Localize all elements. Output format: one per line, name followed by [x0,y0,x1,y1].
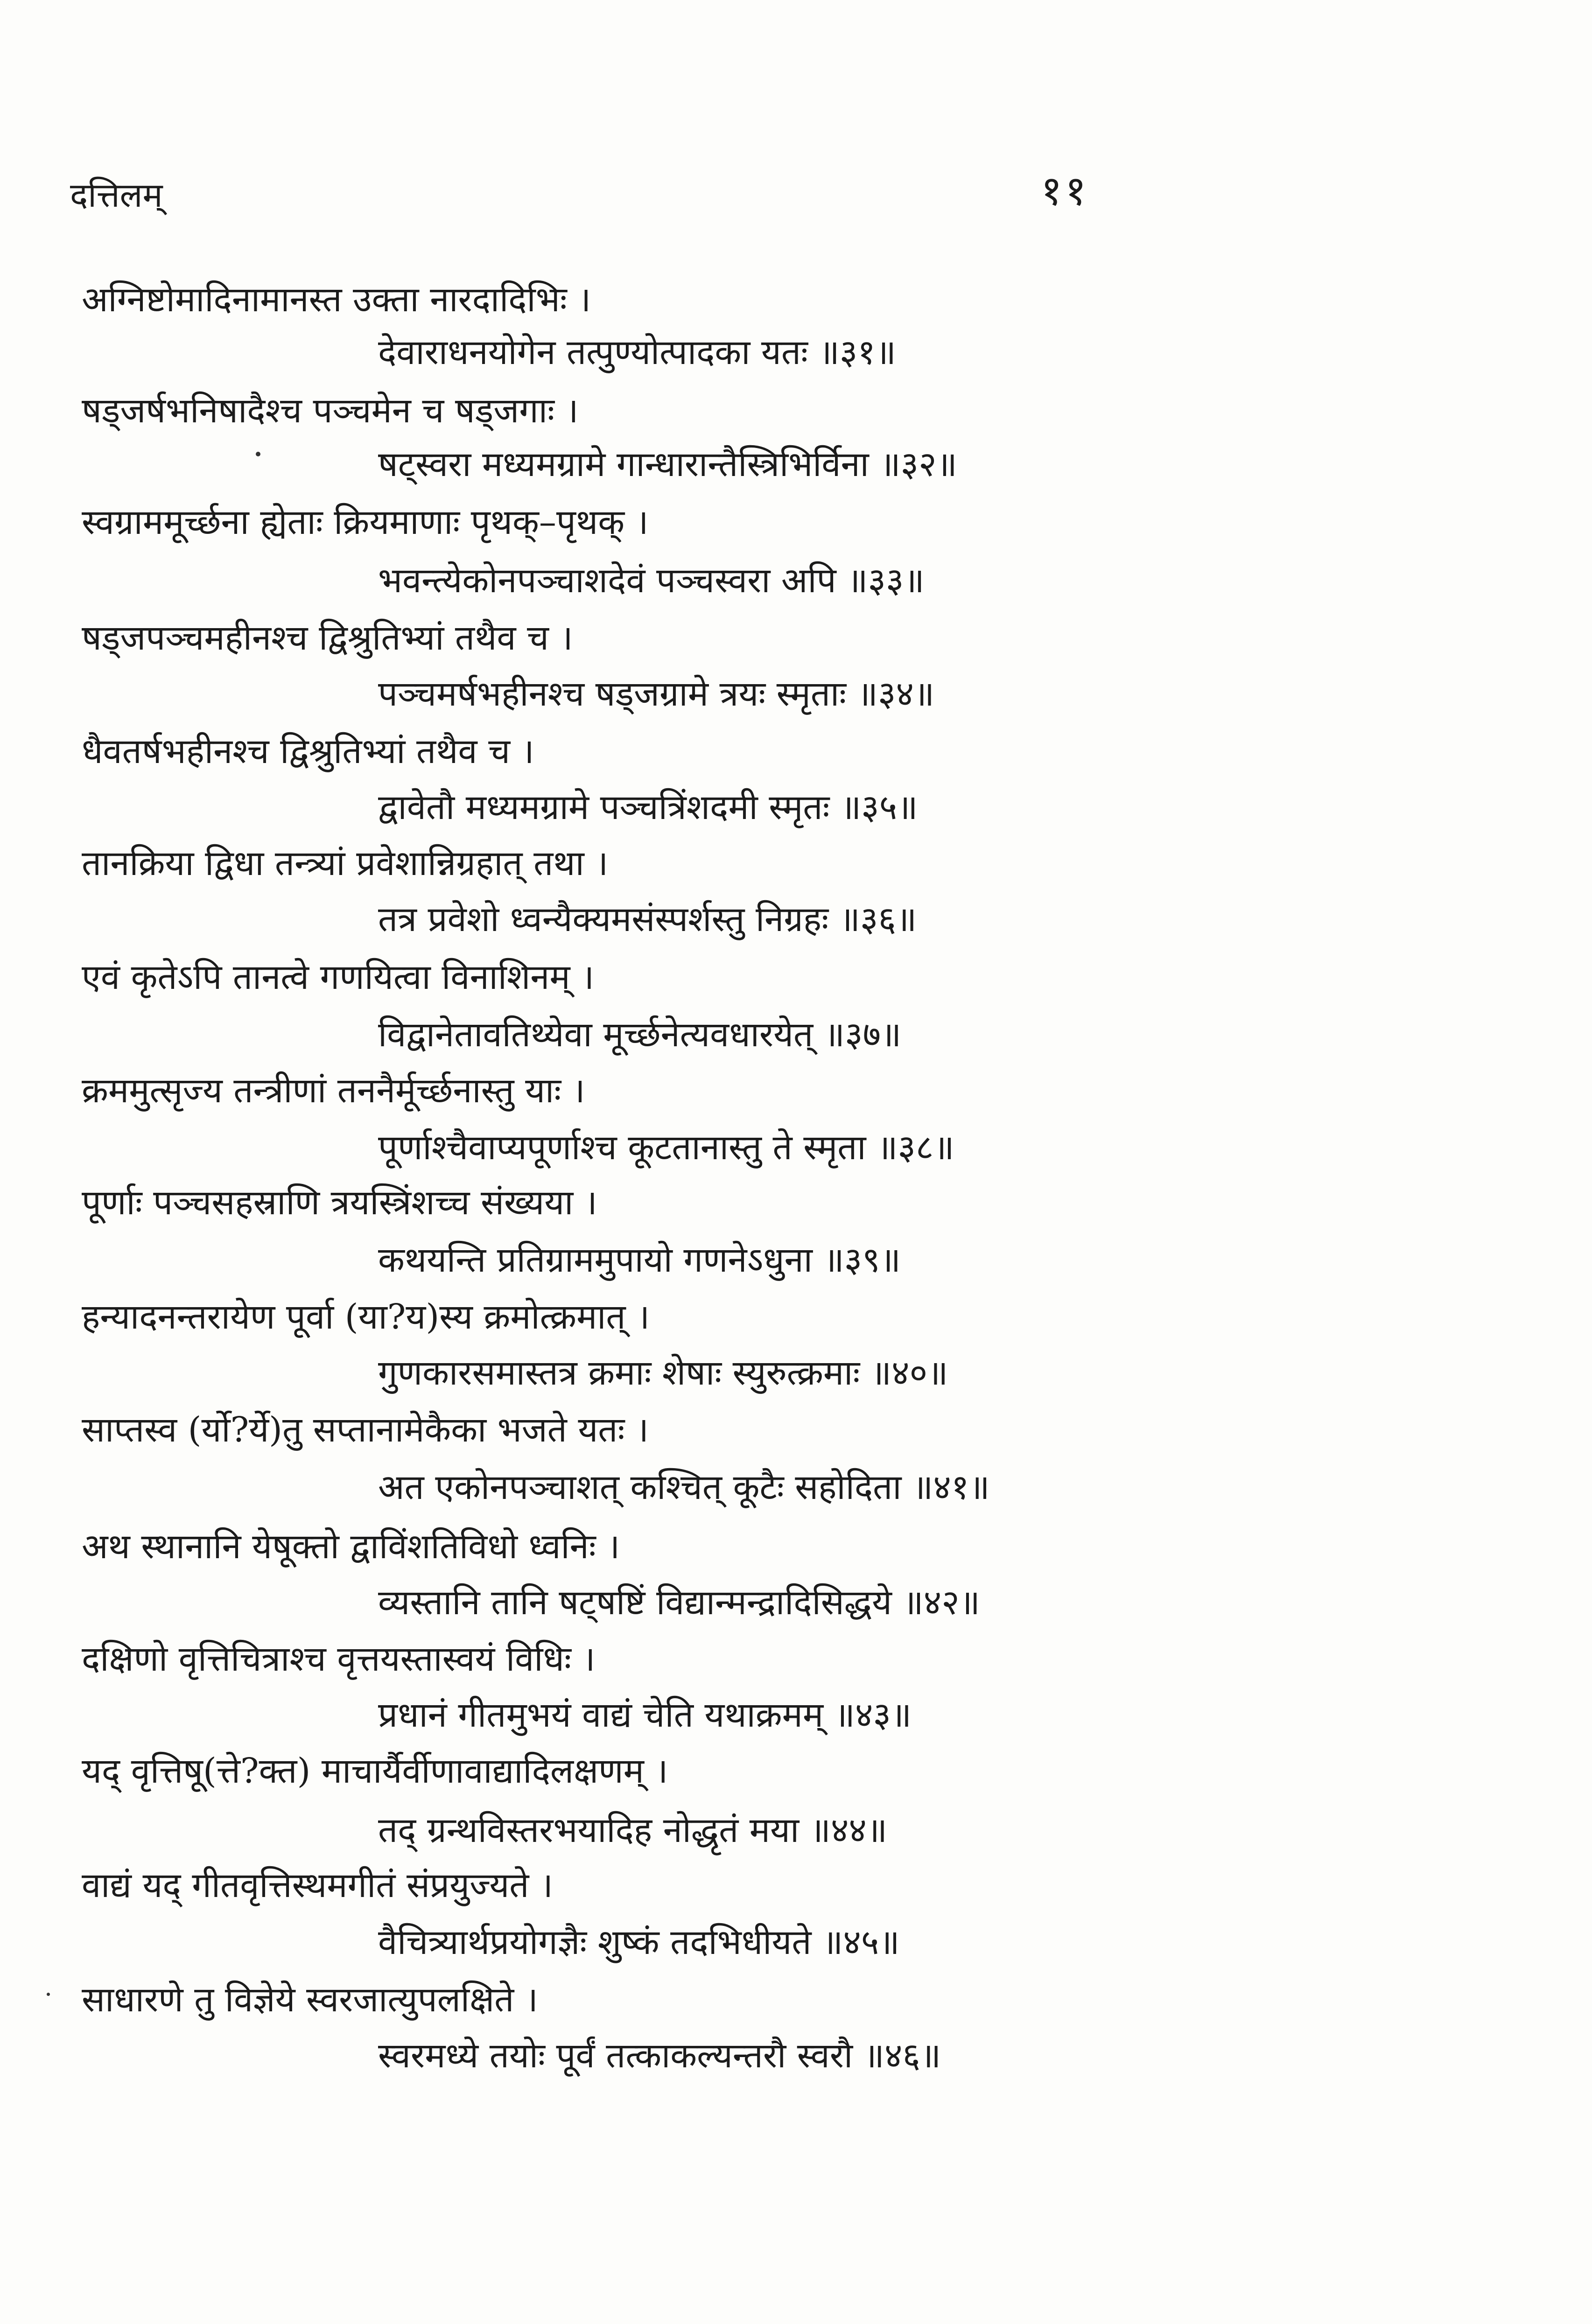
verse-line: स्वरमध्ये तयोः पूर्वं तत्काकल्यन्तरौ स्वरौ ॥४६॥ [378,2036,941,2076]
verse-line: कथयन्ति प्रतिग्राममुपायो गणनेऽधुना ॥३९॥ [378,1240,901,1280]
verse-line: तद् ग्रन्थविस्तरभयादिह नोद्धृतं मया ॥४४॥ [378,1810,888,1850]
verse-line: वाद्यं यद् गीतवृत्तिस्थमगीतं संप्रयुज्यते । [82,1865,554,1905]
verse-line: तत्र प्रवेशो ध्वन्यैक्यमसंस्पर्शस्तु निग्रहः ॥३६॥ [378,899,917,939]
verse-line: साधारणे तु विज्ञेये स्वरजात्युपलक्षिते । [82,1980,538,2020]
verse-line: विद्वानेतावतिथ्येवा मूर्च्छनेत्यवधारयेत् ॥३७॥ [378,1015,902,1055]
verse-line: धैवतर्षभहीनश्च द्विश्रुतिभ्यां तथैव च । [82,731,534,771]
verse-line: अत एकोनपञ्चाशत् कश्चित् कूटैः सहोदिता ॥४१॥ [378,1467,990,1507]
stray-ink-mark [256,452,260,456]
verse-line: तानक्रिया द्विधा तन्त्र्यां प्रवेशान्निग्रहात् तथा । [82,843,609,883]
verse-line: व्यस्तानि तानि षट्षष्टिं विद्यान्मन्द्रादिसिद्धये ॥४२॥ [378,1582,981,1623]
verse-line: स्वग्राममूर्च्छना ह्येताः क्रियमाणाः पृथक्–पृथक् । [82,502,649,542]
verse-line: भवन्त्येकोनपञ्चाशदेवं पञ्चस्वरा अपि ॥३३॥ [378,560,925,601]
verse-line: देवाराधनयोगेन तत्पुण्योत्पादका यतः ॥३१॥ [378,332,897,372]
verse-line: अग्निष्टोमादिनामानस्त उक्ता नारदादिभिः । [82,280,591,320]
verse-line: षड्जर्षभनिषादैश्च पञ्चमेन च षड्जगाः । [82,391,579,431]
verse-line: पूर्णाश्चैवाप्यपूर्णाश्च कूटतानास्तु ते स्मृता ॥३८॥ [378,1127,954,1168]
verse-line: अथ स्थानानि येषूक्तो द्वाविंशतिविधो ध्वनिः । [82,1526,620,1567]
verse-line: यद् वृत्तिषू(त्ते?क्त) माचार्यैर्वीणावाद्यादिलक्षणम् । [82,1751,668,1791]
running-header-title: दत्तिलम् [70,175,163,215]
verse-line: द्वावेतौ मध्यमग्रामे पञ्चत्रिंशदमी स्मृतः ॥३५॥ [378,787,918,827]
verse-line: दक्षिणो वृत्तिचित्राश्च वृत्तयस्तास्वयं विधिः । [82,1639,596,1679]
verse-line: साप्तस्व (र्यो?र्ये)तु सप्तानामेकैका भजते यतः । [82,1410,649,1450]
stray-ink-mark [47,1993,50,1996]
page-number: ११ [1041,167,1089,215]
verse-line: गुणकारसमास्तत्र क्रमाः शेषाः स्युरुत्क्रमाः ॥४०॥ [378,1353,948,1393]
verse-line: प्रधानं गीतमुभयं वाद्यं चेति यथाक्रमम् ॥४३॥ [378,1695,912,1735]
verse-line: वैचित्र्यार्थप्रयोगज्ञैः शुष्कं तदभिधीयते ॥४५॥ [378,1922,900,1962]
verse-line: पञ्चमर्षभहीनश्च षड्जग्रामे त्रयः स्मृताः ॥३४॥ [378,674,935,714]
verse-line: हन्यादनन्तरायेण पूर्वा (या?य)स्य क्रमोत्क्रमात् । [82,1297,650,1337]
verse-line: षट्स्वरा मध्यमग्रामे गान्धारान्तैस्त्रिभिर्विना ॥३२॥ [378,444,957,484]
verse-line: क्रममुत्सृज्य तन्त्रीणां तननैर्मूर्च्छनास्तु याः । [82,1071,585,1111]
verse-line: षड्जपञ्चमहीनश्च द्विश्रुतिभ्यां तथैव च । [82,618,573,658]
verse-line: एवं कृतेऽपि तानत्वे गणयित्वा विनाशिनम् । [82,957,595,997]
verse-line: पूर्णाः पञ्चसहस्राणि त्रयस्त्रिंशच्च संख्यया । [82,1183,597,1223]
